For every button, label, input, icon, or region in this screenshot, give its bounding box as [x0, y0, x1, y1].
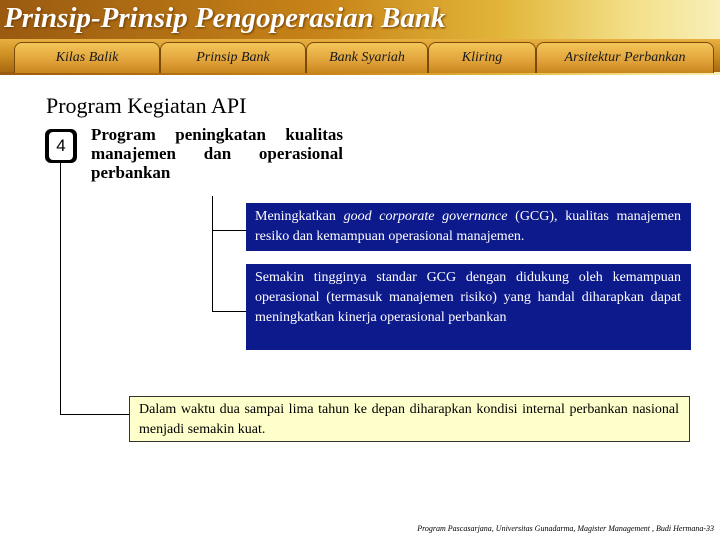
program-description: Program peningkatan kualitas manajemen dan operasional perbankan	[91, 125, 343, 182]
connector-to-box2	[212, 311, 246, 312]
box2-text: Semakin tingginya standar GCG dengan didukung oleh kemampuan operasional (termasuk manajemen risiko) yang handal diharapkan dapat meningkatkan kinerja operasional perbankan	[255, 270, 681, 325]
app-title: Prinsip-Prinsip Pengoperasian Bank	[4, 2, 446, 34]
item-number-badge	[45, 129, 77, 163]
footer-credit: Program Pascasarjana, Universitas Gunadarma, Magister Management , Budi Hermana-33	[417, 524, 714, 533]
header-banner	[0, 0, 720, 75]
tab-arsitektur-perbankan[interactable]: Arsitektur Perbankan	[536, 42, 714, 73]
tab-kilas-balik[interactable]: Kilas Balik	[14, 42, 160, 73]
box1-text-after: (GCG), kualitas manajemen resiko dan kemampuan operasional manajemen.	[255, 209, 681, 244]
box1-text-before: Meningkatkan	[255, 209, 344, 224]
box1-text-italic: good corporate governance	[343, 209, 508, 224]
connector-to-box1	[212, 230, 246, 231]
connector-to-box3	[60, 414, 129, 415]
tab-bank-syariah[interactable]: Bank Syariah	[306, 42, 428, 73]
connector-main-vertical	[60, 163, 61, 415]
connector-branch-vertical	[212, 196, 213, 312]
outcome-box-1	[246, 203, 691, 251]
item-number: 4	[49, 132, 73, 160]
tab-kliring[interactable]: Kliring	[428, 42, 536, 73]
section-title: Program Kegiatan API	[46, 93, 247, 118]
tab-prinsip-bank[interactable]: Prinsip Bank	[160, 42, 306, 73]
outcome-box-3	[129, 396, 690, 442]
box3-text: Dalam waktu dua sampai lima tahun ke depan diharapkan kondisi internal perbankan nasional menjadi semakin kuat.	[139, 402, 679, 437]
outcome-box-2	[246, 264, 691, 350]
